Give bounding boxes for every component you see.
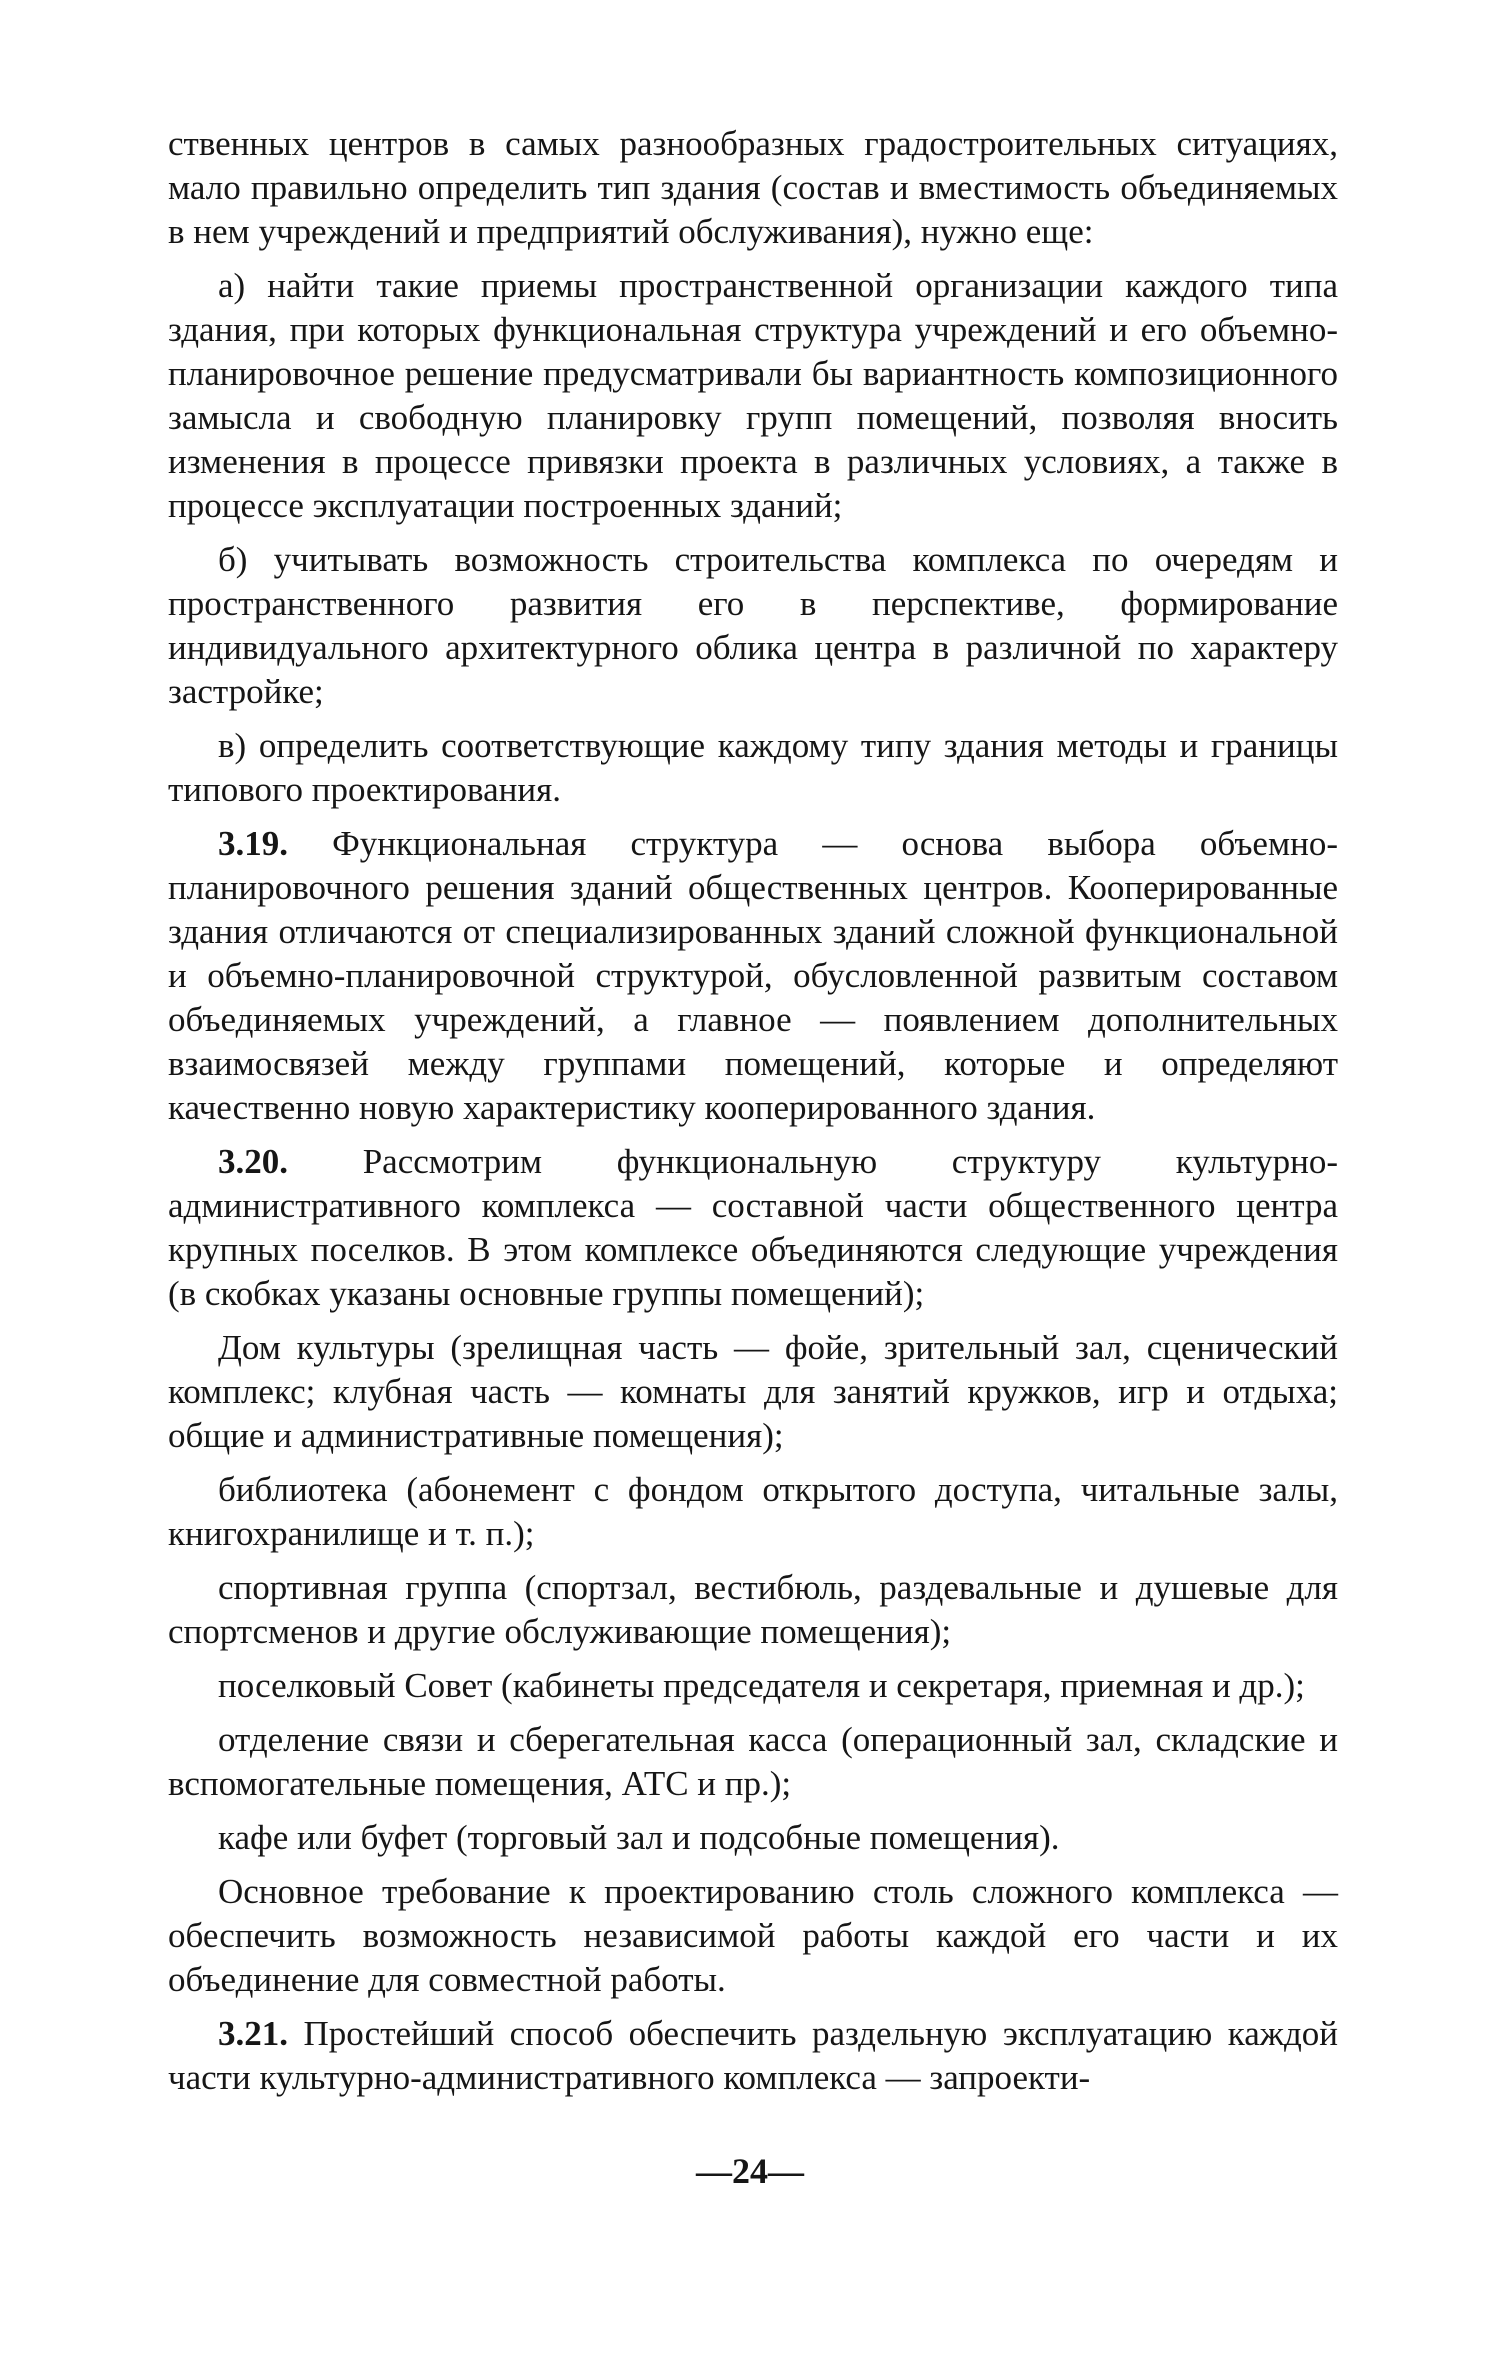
paragraph-text: в) определить соответствующие каждому типу здания методы и границы типового проектирования. bbox=[168, 726, 1338, 809]
paragraph-text: Простейший способ обеспечить раздельную эксплуатацию каждой части культурно-административного комплекса — запроекти- bbox=[168, 2014, 1338, 2097]
paragraph-number: 3.19. bbox=[218, 824, 288, 863]
list-item-post-office bbox=[168, 1718, 1338, 1806]
page-number: —24— bbox=[696, 2151, 804, 2191]
paragraph-text: кафе или буфет (торговый зал и подсобные помещения). bbox=[218, 1818, 1060, 1857]
paragraph-continuation bbox=[168, 122, 1338, 254]
paragraph-main-requirement bbox=[168, 1870, 1338, 2002]
paragraph-text: Рассмотрим функциональную структуру культурно-административного комплекса — составной части общественного центра крупных поселков. В этом комплексе объединяются следующие учреждения (в скобках указаны основные группы помещений); bbox=[168, 1142, 1338, 1313]
list-item-cafe bbox=[168, 1816, 1338, 1860]
paragraph-text: Дом культуры (зрелищная часть — фойе, зрительный зал, сценический комплекс; клубная часть — комнаты для занятий кружков, игр и отдыха; общие и административные помещения); bbox=[168, 1328, 1338, 1455]
list-item-library bbox=[168, 1468, 1338, 1556]
paragraph-number: 3.21. bbox=[218, 2014, 288, 2053]
paragraph-text: поселковый Совет (кабинеты председателя и секретаря, приемная и др.); bbox=[218, 1666, 1305, 1705]
paragraph-text: спортивная группа (спортзал, вестибюль, раздевальные и душевые для спортсменов и другие обслуживающие помещения); bbox=[168, 1568, 1338, 1651]
list-item-house-of-culture bbox=[168, 1326, 1338, 1458]
paragraph-3-21 bbox=[168, 2012, 1338, 2100]
paragraph-text: библиотека (абонемент с фондом открытого доступа, читальные залы, книгохранилище и т. п.); bbox=[168, 1470, 1338, 1553]
paragraph-3-20 bbox=[168, 1140, 1338, 1316]
list-item-village-council bbox=[168, 1664, 1338, 1708]
page-body bbox=[168, 122, 1338, 2110]
paragraph-text: ственных центров в самых разнообразных градостроительных ситуациях, мало правильно определить тип здания (состав и вместимость объединяемых в нем учреждений и предприятий обслуживания), нужно еще: bbox=[168, 124, 1338, 251]
paragraph-text: отделение связи и сберегательная касса (операционный зал, складские и вспомогательные помещения, АТС и пр.); bbox=[168, 1720, 1338, 1803]
paragraph-item-v bbox=[168, 724, 1338, 812]
paragraph-text: а) найти такие приемы пространственной организации каждого типа здания, при которых функциональная структура учреждений и его объемно-планировочное решение предусматривали бы вариантность композиционного замысла и свободную планировку групп помещений, позволяя вносить изменения в процессе привязки проекта в различных условиях, а также в процессе эксплуатации построенных зданий; bbox=[168, 266, 1338, 525]
paragraph-text: Функциональная структура — основа выбора объемно-планировочного решения зданий общественных центров. Кооперированные здания отличаются от специализированных зданий сложной функциональной и объемно-планировочной структурой, обусловленной развитым составом объединяемых учреждений, а главное — появлением дополнительных взаимосвязей между группами помещений, которые и определяют качественно новую характеристику кооперированного здания. bbox=[168, 824, 1338, 1127]
paragraph-text: б) учитывать возможность строительства комплекса по очередям и пространственного развития его в перспективе, формирование индивидуального архитектурного облика центра в различной по характеру застройке; bbox=[168, 540, 1338, 711]
list-item-sports-group bbox=[168, 1566, 1338, 1654]
paragraph-3-19 bbox=[168, 822, 1338, 1130]
paragraph-item-a bbox=[168, 264, 1338, 528]
paragraph-text: Основное требование к проектированию столь сложного комплекса — обеспечить возможность независимой работы каждой его части и их объединение для совместной работы. bbox=[168, 1872, 1338, 1999]
paragraph-item-b bbox=[168, 538, 1338, 714]
paragraph-number: 3.20. bbox=[218, 1142, 288, 1181]
